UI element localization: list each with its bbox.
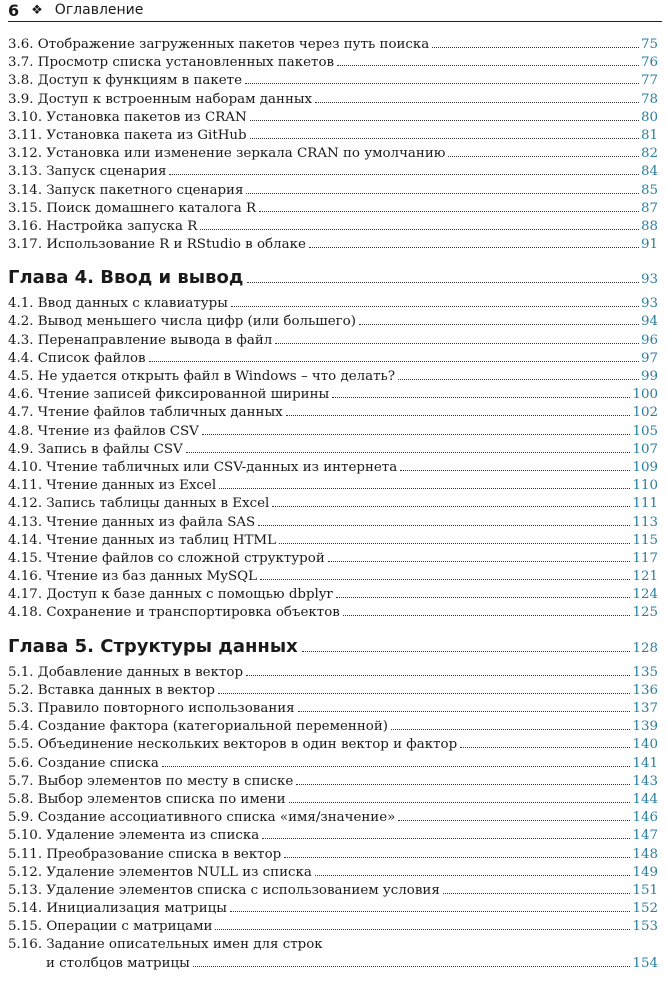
toc-entry[interactable] [8, 404, 658, 422]
leader-dots [272, 506, 630, 507]
toc-entry[interactable] [8, 682, 658, 700]
entry-page: 124 [632, 587, 658, 603]
toc-entry[interactable] [8, 827, 658, 845]
leader-dots [448, 156, 639, 157]
entry-title: 5.12. Удаление элементов NULL из списка [8, 864, 312, 880]
toc-entry[interactable] [8, 550, 658, 568]
entry-page: 152 [632, 901, 658, 917]
leader-dots [219, 488, 630, 489]
toc-entry[interactable] [8, 736, 658, 754]
entry-page: 77 [640, 73, 658, 89]
toc-entry[interactable] [8, 918, 658, 936]
entry-title: 4.10. Чтение табличных или CSV-данных из интернета [8, 459, 398, 475]
entry-title: 4.17. Доступ к базе данных с помощью dbplyr [8, 587, 333, 603]
entry-page: 117 [632, 550, 658, 566]
entry-title: 5.11. Преобразование списка в вектор [8, 846, 282, 862]
leader-dots [215, 929, 630, 930]
entry-title: 4.9. Запись в файлы CSV [8, 441, 183, 457]
entry-title: 5.3. Правило повторного использования [8, 701, 295, 716]
entry-title: 4.3. Перенаправление вывода в файл [8, 332, 273, 348]
toc-entry[interactable] [8, 664, 658, 682]
entry-page: 110 [632, 478, 658, 494]
entry-page: 88 [640, 218, 658, 234]
entry-title: 5.2. Вставка данных в вектор [8, 682, 215, 698]
toc-entry[interactable] [8, 386, 658, 404]
chapter-5-heading[interactable] [8, 636, 658, 660]
toc-entry[interactable] [8, 773, 658, 791]
toc-entry[interactable] [8, 295, 658, 313]
entry-title: 3.6. Отображение загруженных пакетов через путь поиска [8, 37, 430, 52]
leader-dots [443, 893, 631, 894]
entry-page: 80 [640, 109, 658, 125]
table-of-contents [8, 36, 658, 973]
entry-title: 4.1. Ввод данных с клавиатуры [8, 296, 228, 312]
entry-page: 146 [632, 810, 658, 826]
chapter-4-entries [8, 295, 658, 622]
toc-entry[interactable] [8, 182, 658, 200]
leader-dots [298, 711, 631, 712]
leader-dots [315, 875, 631, 876]
leader-dots [391, 729, 630, 730]
entry-title: 5.14. Инициализация матрицы [8, 901, 227, 917]
entry-title: 4.5. Не удается открыть файл в Windows – что делать? [8, 369, 396, 384]
toc-entry[interactable] [8, 145, 658, 163]
toc-entry[interactable] [8, 313, 658, 331]
toc-entry[interactable] [8, 604, 658, 622]
entry-page: 153 [632, 919, 658, 935]
entry-page: 135 [632, 664, 658, 680]
leader-dots [275, 343, 639, 344]
entry-page: 137 [632, 701, 658, 716]
toc-entry[interactable] [8, 72, 658, 90]
entry-page: 93 [640, 296, 658, 312]
entry-page: 121 [632, 569, 658, 585]
toc-entry[interactable] [8, 586, 658, 604]
toc-entry[interactable] [8, 109, 658, 127]
leader-dots [162, 766, 631, 767]
leader-dots [328, 561, 631, 562]
leader-dots [202, 434, 631, 435]
entry-title: 3.12. Установка или изменение зеркала CRAN по умолчанию [8, 146, 446, 162]
toc-entry[interactable] [8, 54, 658, 72]
chapter-title: Глава 4. Ввод и вывод [8, 267, 244, 289]
leader-dots [218, 693, 631, 694]
entry-title: 3.13. Запуск сценария [8, 164, 167, 180]
leader-dots [200, 229, 639, 230]
entry-title: и столбцов матрицы [46, 955, 190, 971]
leader-dots [169, 174, 638, 175]
toc-entry[interactable] [8, 350, 658, 368]
entry-title: 3.16. Настройка запуска R [8, 218, 198, 234]
leader-dots [432, 47, 639, 48]
toc-entry[interactable] [8, 791, 658, 809]
entry-title: 5.6. Создание списка [8, 755, 159, 771]
leader-dots [230, 911, 631, 912]
entry-page: 75 [640, 37, 658, 52]
entry-title: 3.14. Запуск пакетного сценария [8, 182, 244, 198]
entry-page: 96 [640, 332, 658, 348]
entry-title: 4.8. Чтение из файлов CSV [8, 423, 199, 439]
toc-entry[interactable] [8, 864, 658, 882]
entry-page: 148 [632, 846, 658, 862]
entry-title: 5.13. Удаление элементов списка с использованием условия [8, 882, 440, 898]
page-header [8, 0, 662, 20]
leader-dots [309, 247, 639, 248]
entry-title: 4.12. Запись таблицы данных в Excel [8, 496, 270, 512]
entry-title: 5.9. Создание ассоциативного списка «имя/значение» [8, 810, 396, 826]
leader-dots [250, 120, 639, 121]
entry-page: 97 [640, 350, 658, 366]
entry-title: 3.8. Доступ к функциям в пакете [8, 73, 242, 89]
entry-page: 100 [632, 387, 658, 403]
toc-entry-multiline[interactable] [8, 936, 658, 954]
toc-entry[interactable] [8, 514, 658, 532]
chapter-page: 128 [632, 640, 658, 656]
entry-page: 94 [640, 314, 658, 330]
toc-entry[interactable] [8, 36, 658, 54]
entry-page: 78 [640, 91, 658, 107]
leader-dots [246, 193, 639, 194]
leader-dots [332, 397, 630, 398]
entry-title: 3.9. Доступ к встроенным наборам данных [8, 91, 313, 107]
leader-dots [343, 615, 631, 616]
leader-dots [250, 138, 639, 139]
entry-title: 3.17. Использование R и RStudio в облаке [8, 237, 306, 253]
leader-dots [262, 838, 630, 839]
entry-title: 4.18. Сохранение и транспортировка объектов [8, 605, 340, 621]
leader-dots [245, 83, 639, 84]
leader-dots [302, 651, 631, 652]
entry-page: 84 [640, 164, 658, 180]
chapter-3-entries [8, 36, 658, 254]
entry-title: 5.1. Добавление данных в вектор [8, 664, 244, 680]
entry-page: 76 [640, 55, 658, 71]
entry-page: 125 [632, 605, 658, 621]
entry-page: 136 [632, 682, 658, 698]
entry-page: 143 [632, 773, 658, 789]
leader-dots [193, 966, 631, 967]
entry-page: 113 [632, 514, 658, 530]
entry-title: 5.8. Выбор элементов списка по имени [8, 791, 286, 807]
toc-entry[interactable] [8, 127, 658, 145]
entry-title: 4.11. Чтение данных из Excel [8, 478, 217, 494]
entry-page: 85 [640, 182, 658, 198]
leader-dots [460, 747, 630, 748]
toc-entry[interactable] [8, 846, 658, 864]
leader-dots [296, 784, 630, 785]
toc-entry[interactable] [8, 332, 658, 350]
toc-entry[interactable] [8, 700, 658, 718]
chapter-page: 93 [640, 272, 658, 288]
toc-entry[interactable] [8, 900, 658, 918]
entry-page: 149 [632, 864, 658, 880]
entry-page: 99 [640, 369, 658, 384]
entry-title: 4.7. Чтение файлов табличных данных [8, 405, 283, 421]
toc-entry[interactable] [8, 236, 658, 254]
leader-dots [231, 306, 639, 307]
leader-dots [149, 361, 639, 362]
entry-title: 5.16. Задание описательных имен для строк [8, 937, 323, 953]
leader-dots [398, 379, 639, 380]
toc-entry[interactable] [8, 459, 658, 477]
leader-dots [246, 675, 630, 676]
entry-title: 4.13. Чтение данных из файла SAS [8, 514, 256, 530]
toc-entry[interactable] [8, 568, 658, 586]
entry-page: 105 [632, 423, 658, 439]
entry-title: 5.4. Создание фактора (категориальной переменной) [8, 719, 388, 735]
leader-dots [315, 102, 639, 103]
entry-title: 4.6. Чтение записей фиксированной ширины [8, 387, 330, 403]
entry-title: 4.16. Чтение из баз данных MySQL [8, 569, 257, 585]
entry-page: 141 [632, 755, 658, 771]
entry-page: 107 [632, 441, 658, 457]
entry-page: 140 [632, 737, 658, 753]
entry-title: 5.10. Удаление элемента из списка [8, 828, 260, 844]
entry-page: 111 [632, 496, 658, 512]
running-title: Оглавление [54, 2, 144, 18]
toc-entry[interactable] [8, 368, 658, 386]
leader-dots [398, 820, 630, 821]
entry-title: 5.5. Объединение нескольких векторов в один вектор и фактор [8, 737, 458, 753]
chapter-title: Глава 5. Структуры данных [8, 635, 298, 657]
entry-page: 151 [632, 882, 658, 898]
page-number: 6 [8, 0, 20, 20]
leader-dots [286, 415, 631, 416]
toc-entry-continuation[interactable] [8, 955, 658, 973]
toc-entry[interactable] [8, 809, 658, 827]
header-rule [8, 21, 662, 22]
entry-title: 4.15. Чтение файлов со сложной структурой [8, 550, 325, 566]
leader-dots [258, 525, 630, 526]
toc-entry[interactable] [8, 532, 658, 550]
entry-page: 139 [632, 719, 658, 735]
leader-dots [337, 65, 639, 66]
toc-entry[interactable] [8, 200, 658, 218]
leader-dots [259, 211, 639, 212]
toc-entry[interactable] [8, 495, 658, 513]
toc-entry[interactable] [8, 718, 658, 736]
leader-dots [260, 579, 630, 580]
entry-page: 115 [632, 532, 658, 548]
leader-dots [284, 857, 630, 858]
leader-dots [400, 470, 630, 471]
entry-title: 3.15. Поиск домашнего каталога R [8, 200, 257, 216]
entry-page: 154 [632, 955, 658, 971]
entry-page: 144 [632, 791, 658, 807]
entry-page: 109 [632, 459, 658, 475]
leader-dots [336, 597, 631, 598]
leader-dots [186, 452, 631, 453]
toc-entry[interactable] [8, 163, 658, 181]
entry-title: 5.15. Операции с матрицами [8, 919, 213, 935]
entry-page: 102 [632, 405, 658, 421]
entry-page: 147 [632, 828, 658, 844]
chapter-4-heading[interactable] [8, 267, 658, 291]
leader-dots [247, 282, 639, 283]
entry-page: 87 [640, 200, 658, 216]
entry-title: 4.14. Чтение данных из таблиц HTML [8, 532, 277, 548]
ornament-icon: ❖ [31, 2, 43, 18]
toc-entry[interactable] [8, 423, 658, 441]
leader-dots [289, 802, 631, 803]
entry-title: 3.7. Просмотр списка установленных пакетов [8, 55, 335, 71]
leader-dots [279, 543, 630, 544]
toc-entry[interactable] [8, 882, 658, 900]
toc-entry[interactable] [8, 477, 658, 495]
toc-entry[interactable] [8, 755, 658, 773]
entry-page: 91 [640, 237, 658, 253]
toc-entry[interactable] [8, 441, 658, 459]
entry-title: 4.4. Список файлов [8, 350, 146, 366]
entry-page: 81 [640, 127, 658, 143]
entry-page: 82 [640, 146, 658, 162]
toc-entry[interactable] [8, 218, 658, 236]
chapter-5-entries [8, 664, 658, 937]
entry-title: 5.7. Выбор элементов по месту в списке [8, 773, 294, 789]
toc-entry[interactable] [8, 91, 658, 109]
entry-title: 4.2. Вывод меньшего числа цифр (или большего) [8, 314, 356, 330]
entry-title: 3.11. Установка пакета из GitHub [8, 127, 247, 143]
entry-title: 3.10. Установка пакетов из CRAN [8, 109, 247, 125]
leader-dots [359, 324, 639, 325]
